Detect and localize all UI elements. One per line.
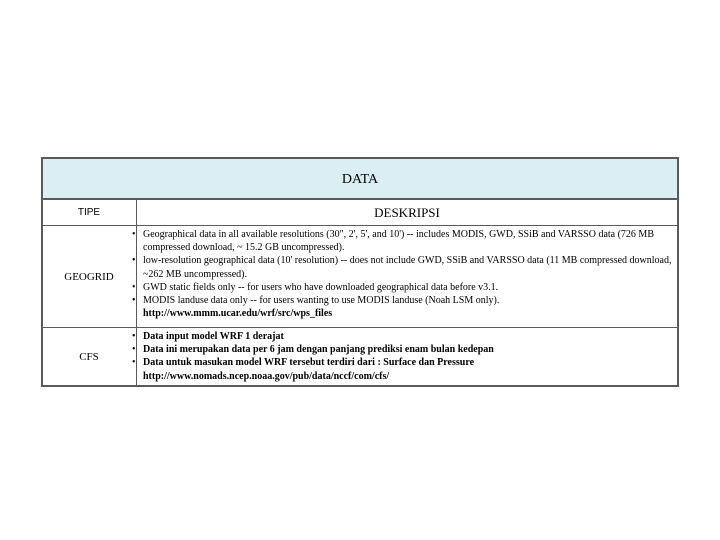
source-link[interactable]: http://www.nomads.ncep.noaa.gov/pub/data/nccf/com/cfs/: [143, 370, 390, 382]
list-item: • Data ini merupakan data per 6 jam dengan panjang prediksi enam bulan kedepan: [127, 343, 679, 356]
row-description-geogrid: [127, 228, 679, 320]
row-divider: [43, 225, 677, 226]
list-item: • low-resolution geographical data (10' resolution) -- does not include GWD, SSiB and VARSSO data (11 MB compressed download, ~262 MB uncompressed).: [127, 254, 679, 280]
row-type-cfs: CFS: [79, 350, 99, 363]
bullet-list: [127, 228, 679, 307]
list-item: • Data untuk masukan model WRF tersebut terdiri dari : Surface dan Pressure: [127, 356, 679, 369]
source-link[interactable]: http://www.mmm.ucar.edu/wrf/src/wps_files: [143, 308, 333, 320]
list-item: • GWD static fields only -- for users who have downloaded geographical data before v3.1.: [127, 281, 679, 294]
table-title-row: [43, 159, 677, 200]
list-item: • Data input model WRF 1 derajat: [127, 330, 679, 343]
header-type: TIPE: [77, 207, 101, 218]
row-type-geogrid: GEOGRID: [64, 270, 114, 283]
row-description-cfs: [127, 330, 679, 383]
list-item: • MODIS landuse data only -- for users wanting to use MODIS landuse (Noah LSM only).: [127, 294, 679, 307]
header-description: DESKRIPSI: [374, 204, 440, 220]
data-table: [41, 157, 679, 387]
table-title: DATA: [341, 171, 379, 187]
bullet-list: [127, 330, 679, 370]
row-divider: [43, 327, 677, 328]
list-item: • Geographical data in all available resolutions (30", 2', 5', and 10') -- includes MODIS, GWD, SSiB and VARSSO data (726 MB compressed download, ~ 15.2 GB uncompressed).: [127, 228, 679, 254]
